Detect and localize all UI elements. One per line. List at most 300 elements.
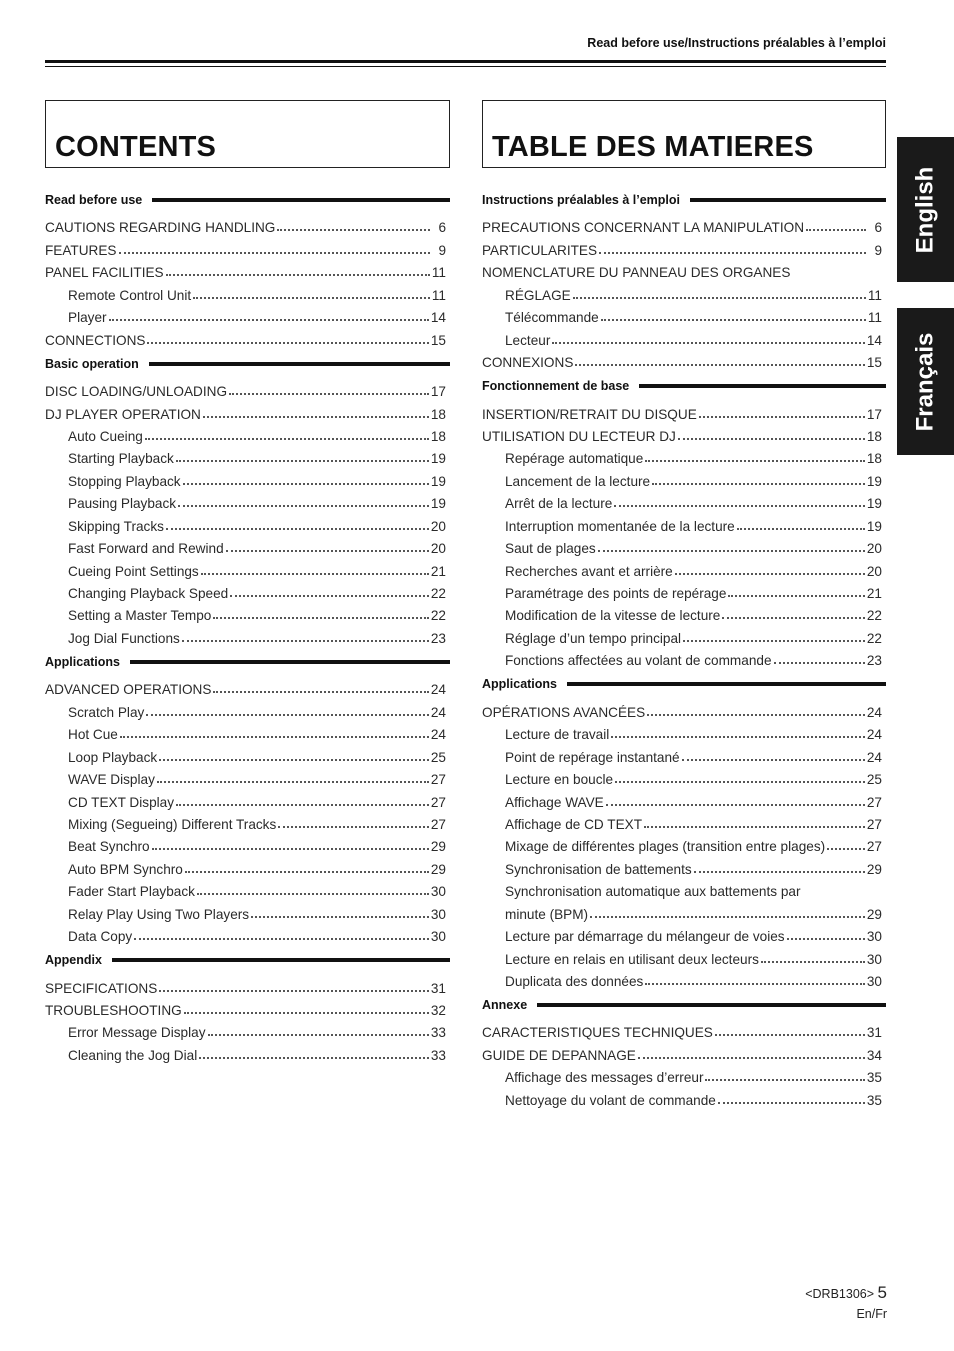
toc-entry-page: 31	[866, 1025, 882, 1041]
section-heading	[482, 676, 886, 692]
toc-leader-dots	[278, 814, 429, 828]
section-heading	[482, 192, 886, 208]
section-heading-label: Instructions préalables à l’emploi	[482, 193, 680, 207]
toc-entry[interactable]	[45, 579, 450, 601]
toc-entry-page: 6	[438, 220, 446, 236]
toc-entry[interactable]	[482, 1063, 886, 1085]
toc-entry-page: 22	[430, 608, 446, 624]
toc-entry[interactable]	[45, 377, 450, 399]
toc-entry-page: 18	[866, 428, 882, 444]
toc-leader-dots	[615, 769, 865, 783]
toc-leader-dots	[644, 814, 865, 828]
toc-leader-dots	[120, 724, 429, 738]
toc-entry-label: Télécommande	[505, 310, 599, 326]
toc-entry-page: 23	[866, 653, 882, 669]
toc-leader-dots	[230, 583, 429, 597]
toc-entry-page: 24	[866, 749, 882, 765]
section-heading-label: Applications	[482, 677, 558, 692]
toc-entry-page: 20	[866, 541, 882, 557]
toc-leader-dots	[251, 904, 429, 918]
toc-leader-dots	[166, 262, 430, 276]
toc-entry[interactable]	[482, 742, 886, 764]
toc-leader-dots	[185, 859, 429, 873]
toc-leader-dots	[183, 471, 429, 485]
toc-leader-dots	[598, 538, 865, 552]
toc-entry[interactable]	[45, 511, 450, 533]
section-heading-label: Read before use	[45, 193, 143, 207]
contents-list	[45, 192, 450, 1063]
toc-entry-page: 29	[866, 861, 882, 877]
toc-entry-label: Changing Playback Speed	[68, 586, 229, 601]
toc-entry-label: CD TEXT Display	[68, 794, 175, 810]
toc-leader-dots	[575, 352, 864, 366]
toc-leader-dots	[682, 747, 865, 761]
toc-entry-label: ADVANCED OPERATIONS	[45, 682, 212, 698]
toc-entry-label: Affichage de CD TEXT	[505, 816, 643, 832]
toc-entry-page: 19	[430, 473, 446, 489]
toc-entry[interactable]	[45, 601, 450, 623]
toc-entry-page: 19	[430, 496, 446, 512]
toc-entry-page: 19	[430, 451, 446, 467]
toc-entry-label: Synchronisation de battements	[505, 861, 692, 877]
toc-entry-page: 11	[867, 310, 882, 326]
toc-leader-dots	[606, 792, 865, 806]
toc-leader-dots	[678, 426, 865, 440]
toc-leader-dots	[675, 561, 865, 575]
toc-entry[interactable]	[45, 489, 450, 511]
toc-leader-dots	[182, 628, 429, 642]
toc-entry-page: 14	[866, 332, 882, 348]
toc-entry-label: Scratch Play	[68, 704, 145, 720]
toc-leader-dots	[774, 650, 865, 664]
toc-leader-dots	[109, 307, 429, 321]
toc-entry-label: Point de repérage instantané	[505, 749, 680, 765]
toc-entry[interactable]	[482, 765, 886, 787]
toc-entry-page: 24	[866, 727, 882, 743]
toc-entry[interactable]	[482, 258, 886, 280]
toc-entry-label: PANEL FACILITIES	[45, 265, 164, 281]
toc-entry[interactable]	[45, 556, 450, 578]
toc-entry-label: Mixage de différentes plages (transition entre plages)	[505, 839, 826, 855]
toc-entry-page: 34	[866, 1047, 882, 1063]
toc-entry-page: 23	[430, 630, 446, 646]
toc-entry-label: Repérage automatique	[505, 451, 644, 467]
toc-entry[interactable]	[482, 1085, 886, 1107]
toc-entry-page: 11	[431, 265, 446, 281]
toc-leader-dots	[787, 926, 865, 940]
toc-entry-label: INSERTION/RETRAIT DU DISQUE	[482, 406, 697, 422]
toc-entry[interactable]	[45, 899, 450, 921]
toc-leader-dots	[601, 307, 866, 321]
toc-entry[interactable]	[45, 399, 450, 421]
toc-entry-label: CONNEXIONS	[482, 355, 574, 371]
toc-leader-dots	[683, 628, 865, 642]
toc-leader-dots	[645, 448, 865, 462]
toc-entry[interactable]	[482, 556, 886, 578]
toc-leader-dots	[761, 949, 865, 963]
toc-entry-label: Paramétrage des points de repérage	[505, 586, 727, 601]
toc-entry[interactable]	[482, 303, 886, 325]
toc-entry[interactable]	[482, 922, 886, 944]
toc-entry[interactable]	[482, 511, 886, 533]
toc-entry-label: Cueing Point Settings	[68, 563, 199, 579]
toc-entry-label: minute (BPM)	[505, 906, 589, 922]
toc-entry-page: 33	[430, 1025, 446, 1041]
toc-entry-page: 9	[438, 242, 446, 258]
toc-leader-dots	[134, 926, 429, 940]
toc-entry-label: DISC LOADING/UNLOADING	[45, 384, 228, 400]
toc-entry-label: Duplicata des données	[505, 974, 644, 989]
toc-entry-label: OPÉRATIONS AVANCÉES	[482, 704, 646, 720]
toc-entry-page: 14	[430, 310, 446, 326]
toc-entry-label: Jog Dial Functions	[68, 630, 180, 646]
toc-entry-label: CAUTIONS REGARDING HANDLING	[45, 220, 276, 236]
toc-leader-dots	[552, 330, 865, 344]
toc-entry-page: 11	[431, 287, 446, 303]
toc-entry-page: 27	[430, 794, 446, 810]
toc-leader-dots	[229, 381, 429, 395]
toc-leader-dots	[199, 1045, 429, 1059]
toc-entry[interactable]	[482, 348, 886, 370]
toc-leader-dots	[152, 836, 429, 850]
toc-entry[interactable]	[45, 213, 450, 235]
toc-leader-dots	[694, 859, 865, 873]
doc-code: <DRB1306>	[805, 1287, 875, 1301]
toc-entry[interactable]	[45, 996, 450, 1018]
toc-entry-page: 27	[866, 816, 882, 832]
matieres-title-box	[482, 100, 886, 168]
toc-leader-dots	[718, 1090, 865, 1104]
header-rule-thin	[45, 66, 886, 67]
toc-entry-page: 35	[866, 1092, 882, 1108]
toc-entry-label: Saut de plages	[505, 541, 596, 557]
toc-entry-label: Loop Playback	[68, 749, 158, 765]
toc-leader-dots	[705, 1067, 864, 1081]
toc-entry[interactable]	[482, 280, 886, 302]
toc-leader-dots	[645, 971, 865, 985]
toc-entry-page: 22	[866, 630, 882, 646]
toc-entry-label: WAVE Display	[68, 772, 155, 788]
toc-entry[interactable]	[482, 899, 886, 921]
toc-entry[interactable]	[45, 303, 450, 325]
toc-leader-dots	[159, 747, 429, 761]
matieres-column	[482, 100, 886, 1108]
toc-entry[interactable]	[45, 422, 450, 444]
toc-entry-page: 11	[867, 287, 882, 303]
section-heading-rule	[112, 958, 450, 962]
toc-entry-page: 17	[430, 384, 446, 400]
toc-entry[interactable]	[482, 623, 886, 645]
toc-leader-dots	[176, 792, 429, 806]
toc-entry-label: Lancement de la lecture	[505, 473, 651, 489]
tab-francais[interactable]	[897, 308, 954, 455]
toc-leader-dots	[699, 404, 865, 418]
toc-entry-label: Affichage WAVE	[505, 794, 604, 810]
toc-leader-dots	[728, 583, 864, 597]
toc-entry-label: Synchronisation automatique aux battements par	[505, 884, 801, 900]
toc-entry[interactable]	[482, 697, 886, 719]
toc-entry-label: Fast Forward and Rewind	[68, 541, 224, 557]
section-heading	[45, 192, 450, 208]
toc-entry-label: Auto Cueing	[68, 428, 143, 444]
toc-leader-dots	[213, 679, 428, 693]
section-heading	[482, 997, 886, 1013]
toc-entry-label: Relay Play Using Two Players	[68, 906, 250, 922]
toc-entry-label: FEATURES	[45, 242, 117, 258]
toc-entry[interactable]	[45, 877, 450, 899]
toc-leader-dots	[614, 493, 865, 507]
toc-entry-label: Hot Cue	[68, 727, 118, 743]
toc-entry[interactable]	[482, 832, 886, 854]
toc-leader-dots	[573, 285, 866, 299]
toc-entry[interactable]	[45, 810, 450, 832]
toc-entry-page: 27	[430, 772, 446, 788]
toc-entry-page: 30	[866, 951, 882, 967]
section-heading-label: Appendix	[45, 953, 102, 968]
toc-entry-label: Player	[68, 310, 107, 326]
toc-leader-dots	[226, 538, 429, 552]
toc-entry[interactable]	[45, 235, 450, 257]
toc-entry[interactable]	[482, 466, 886, 488]
toc-entry[interactable]	[45, 280, 450, 302]
toc-leader-dots	[193, 285, 430, 299]
toc-entry[interactable]	[482, 720, 886, 742]
toc-entry-page: 29	[430, 861, 446, 877]
toc-entry[interactable]	[45, 675, 450, 697]
toc-entry[interactable]	[482, 944, 886, 966]
toc-entry-page: 29	[430, 839, 446, 855]
tab-francais-label: Français	[911, 332, 939, 431]
toc-entry-label: PRECAUTIONS CONCERNANT LA MANIPULATION	[482, 220, 805, 236]
toc-leader-dots	[146, 702, 429, 716]
contents-column	[45, 100, 450, 1063]
toc-entry[interactable]	[482, 854, 886, 876]
toc-entry[interactable]	[45, 444, 450, 466]
toc-entry-page: 15	[866, 355, 882, 371]
toc-entry[interactable]	[45, 922, 450, 944]
toc-entry[interactable]	[482, 810, 886, 832]
toc-entry[interactable]	[45, 765, 450, 787]
section-heading-rule	[152, 198, 450, 202]
toc-entry-label: PARTICULARITES	[482, 242, 598, 258]
section-heading-rule	[149, 362, 450, 366]
toc-entry-label: Auto BPM Synchro	[68, 861, 183, 877]
toc-entry-page: 24	[866, 704, 882, 720]
toc-leader-dots	[203, 404, 429, 418]
toc-leader-dots	[119, 240, 431, 254]
toc-leader-dots	[827, 836, 865, 850]
toc-entry-page: 19	[866, 518, 882, 534]
toc-leader-dots	[638, 1045, 865, 1059]
contents-title: CONTENTS	[55, 131, 217, 163]
toc-entry-page: 6	[874, 220, 882, 236]
toc-entry[interactable]	[482, 325, 886, 347]
toc-entry-page: 24	[430, 704, 446, 720]
toc-entry-label: CONNECTIONS	[45, 332, 146, 348]
toc-entry-label: Pausing Playback	[68, 496, 177, 512]
toc-entry-label: GUIDE DE DEPANNAGE	[482, 1047, 636, 1063]
toc-entry-label: Lecture en relais en utilisant deux lecteurs	[505, 951, 759, 967]
toc-entry[interactable]	[482, 877, 886, 899]
toc-entry[interactable]	[45, 325, 450, 347]
toc-entry[interactable]	[482, 646, 886, 668]
toc-entry-label: TROUBLESHOOTING	[45, 1003, 182, 1018]
toc-entry-label: NOMENCLATURE DU PANNEAU DES ORGANES	[482, 265, 791, 281]
toc-leader-dots	[213, 605, 429, 619]
toc-leader-dots	[201, 561, 429, 575]
toc-entry-page: 32	[430, 1003, 446, 1018]
toc-entry-page: 30	[430, 884, 446, 900]
section-heading-rule	[639, 384, 886, 388]
toc-leader-dots	[208, 1022, 429, 1036]
toc-entry-label: Lecteur	[505, 332, 551, 348]
toc-leader-dots	[147, 330, 428, 344]
toc-entry-page: 18	[430, 406, 446, 422]
toc-entry-page: 20	[430, 541, 446, 557]
toc-entry[interactable]	[45, 258, 450, 280]
toc-entry-page: 19	[866, 473, 882, 489]
toc-entry-label: Lecture par démarrage du mélangeur de voies	[505, 929, 785, 945]
toc-entry[interactable]	[45, 623, 450, 645]
toc-entry-page: 30	[866, 929, 882, 945]
section-heading	[45, 356, 450, 372]
toc-entry-page: 21	[430, 563, 446, 579]
toc-entry[interactable]	[45, 534, 450, 556]
toc-entry-page: 30	[866, 974, 882, 989]
toc-entry-page: 27	[866, 794, 882, 810]
toc-entry[interactable]	[482, 235, 886, 257]
toc-entry-page: 27	[866, 839, 882, 855]
toc-entry-page: 20	[430, 518, 446, 534]
toc-entry-page: 31	[430, 980, 446, 996]
toc-entry-label: Setting a Master Tempo	[68, 608, 212, 624]
toc-leader-dots	[145, 426, 429, 440]
toc-entry-label: Error Message Display	[68, 1025, 206, 1041]
toc-entry-label: CARACTERISTIQUES TECHNIQUES	[482, 1025, 713, 1041]
toc-entry[interactable]	[482, 787, 886, 809]
section-heading-label: Basic operation	[45, 356, 139, 371]
toc-entry[interactable]	[482, 967, 886, 989]
toc-entry[interactable]	[482, 444, 886, 466]
toc-entry-label: Interruption momentanée de la lecture	[505, 518, 735, 534]
toc-entry-page: 18	[866, 451, 882, 467]
toc-entry[interactable]	[45, 973, 450, 995]
matieres-list	[482, 192, 886, 1108]
toc-entry-label: Fader Start Playback	[68, 884, 195, 900]
toc-entry[interactable]	[45, 787, 450, 809]
toc-entry-label: Recherches avant et arrière	[505, 563, 673, 579]
section-heading	[45, 952, 450, 968]
section-heading	[45, 654, 450, 670]
section-heading-rule	[567, 682, 886, 686]
toc-entry-page: 19	[866, 496, 882, 512]
toc-leader-dots	[178, 493, 429, 507]
footer-language: En/Fr	[856, 1307, 887, 1321]
section-heading-rule	[537, 1003, 886, 1007]
toc-entry-page: 22	[430, 586, 446, 601]
toc-entry[interactable]	[482, 213, 886, 235]
toc-entry-label: UTILISATION DU LECTEUR DJ	[482, 428, 676, 444]
toc-entry-page: 33	[430, 1047, 446, 1063]
tab-english[interactable]	[897, 137, 954, 282]
toc-entry-page: 21	[866, 586, 882, 601]
toc-entry[interactable]	[482, 489, 886, 511]
toc-leader-dots	[599, 240, 866, 254]
section-heading-rule	[130, 660, 450, 664]
toc-entry-label: Lecture en boucle	[505, 772, 614, 788]
toc-entry-page: 24	[430, 727, 446, 743]
toc-entry-label: Mixing (Segueing) Different Tracks	[68, 816, 277, 832]
toc-entry[interactable]	[45, 832, 450, 854]
toc-entry-label: Réglage d’un tempo principal	[505, 630, 682, 646]
toc-entry[interactable]	[45, 742, 450, 764]
toc-entry[interactable]	[482, 1018, 886, 1040]
toc-entry[interactable]	[45, 1018, 450, 1040]
toc-entry-page: 30	[430, 929, 446, 945]
toc-entry[interactable]	[482, 579, 886, 601]
toc-entry-label: Lecture de travail	[505, 727, 610, 743]
toc-entry[interactable]	[482, 422, 886, 444]
toc-entry-page: 24	[430, 682, 446, 698]
toc-entry-label: Starting Playback	[68, 451, 174, 467]
toc-entry-label: Skipping Tracks	[68, 518, 164, 534]
toc-leader-dots	[277, 217, 430, 231]
toc-entry-page: 27	[430, 816, 446, 832]
toc-entry-label: SPECIFICATIONS	[45, 980, 158, 996]
toc-entry-page: 20	[866, 563, 882, 579]
toc-entry-page: 15	[430, 332, 446, 348]
section-heading	[482, 378, 886, 394]
toc-leader-dots	[157, 769, 429, 783]
toc-leader-dots	[159, 978, 429, 992]
toc-leader-dots	[176, 448, 429, 462]
toc-entry[interactable]	[482, 534, 886, 556]
toc-entry-page: 18	[430, 428, 446, 444]
toc-entry[interactable]	[45, 697, 450, 719]
toc-entry-label: Data Copy	[68, 929, 133, 945]
toc-entry[interactable]	[45, 854, 450, 876]
section-heading-label: Applications	[45, 654, 121, 669]
toc-entry-label: Affichage des messages d’erreur	[505, 1070, 704, 1086]
toc-entry-label: Remote Control Unit	[68, 287, 192, 303]
toc-leader-dots	[737, 516, 865, 530]
toc-leader-dots	[197, 881, 429, 895]
toc-entry[interactable]	[45, 466, 450, 488]
section-heading-label: Fonctionnement de base	[482, 379, 630, 394]
toc-entry[interactable]	[482, 601, 886, 623]
toc-entry-label: Stopping Playback	[68, 473, 181, 489]
header-rule-thick	[45, 60, 886, 63]
toc-entry[interactable]	[45, 1040, 450, 1062]
toc-leader-dots	[715, 1022, 865, 1036]
toc-entry-label: Cleaning the Jog Dial	[68, 1047, 198, 1063]
toc-entry-label: Nettoyage du volant de commande	[505, 1092, 716, 1108]
toc-entry-page: 25	[430, 749, 446, 765]
toc-entry-page: 29	[866, 906, 882, 922]
matieres-title: TABLE DES MATIERES	[492, 131, 814, 163]
toc-entry[interactable]	[482, 1040, 886, 1062]
toc-entry[interactable]	[482, 399, 886, 421]
toc-leader-dots	[806, 217, 866, 231]
section-heading-label: Annexe	[482, 998, 528, 1012]
toc-entry-page: 17	[866, 406, 882, 422]
toc-entry-label: Arrêt de la lecture	[505, 496, 613, 512]
toc-entry-page: 22	[866, 608, 882, 624]
running-header: Read before use/Instructions préalables à l’emploi	[587, 36, 886, 50]
toc-entry-page: 9	[874, 242, 882, 258]
contents-title-box	[45, 100, 450, 168]
toc-entry[interactable]	[45, 720, 450, 742]
